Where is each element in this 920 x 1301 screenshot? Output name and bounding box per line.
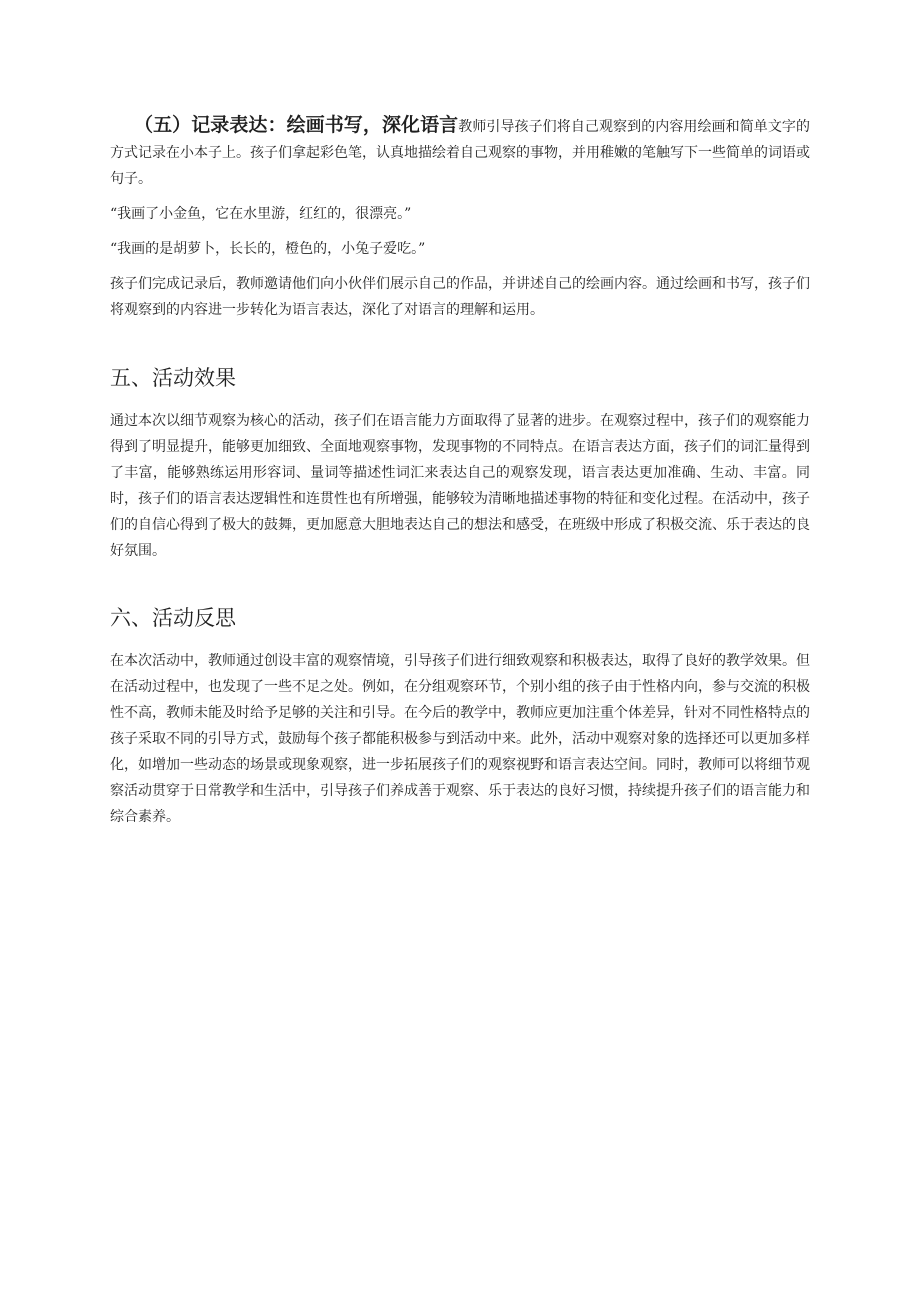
effect-paragraph: 通过本次以细节观察为核心的活动，孩子们在语言能力方面取得了显著的进步。在观察过程中，孩子们的观察能力得到了明显提升，能够更加细致、全面地观察事物，发现事物的不同特点。在语言表达方面，孩子们的词汇量得到了丰富，能够熟练运用形容词、量词等描述性词汇来表达自己的观察发现，语言表达更加准确、生动、丰富。同时，孩子们的语言表达逻辑性和连贯性也有所增强，能够较为清晰地描述事物的特征和变化过程。在活动中，孩子们的自信心得到了极大的鼓舞，更加愿意大胆地表达自己的想法和感受，在班级中形成了积极交流、乐于表达的良好氛围。 bbox=[110, 413, 810, 559]
quote-goldfish: “我画了小金鱼，它在水里游，红红的，很漂亮。” bbox=[110, 206, 412, 222]
recording-closing-paragraph: 孩子们完成记录后，教师邀请他们向小伙伴们展示自己的作品，并讲述自己的绘画内容。通过绘画和书写，孩子们将观察到的内容进一步转化为语言表达，深化了对语言的理解和运用。 bbox=[110, 276, 810, 318]
section-heading-effect: 五、活动效果 bbox=[110, 366, 236, 390]
document-page bbox=[110, 112, 810, 830]
subsection-text: 教师引导孩子们将自己观察到的内容用绘画和简单文字的方式记录在小本子上。孩子们拿起彩色笔，认真地描绘着自己观察的事物，并用稚嫩的笔触写下一些简单的词语或句子。 bbox=[110, 119, 810, 187]
quote-carrot: “我画的是胡萝卜，长长的，橙色的，小兔子爱吃。” bbox=[110, 241, 426, 257]
subsection-heading: （五）记录表达：绘画书写，深化语言 bbox=[134, 114, 459, 136]
reflection-paragraph: 在本次活动中，教师通过创设丰富的观察情境，引导孩子们进行细致观察和积极表达，取得了良好的教学效果。但在活动过程中，也发现了一些不足之处。例如，在分组观察环节，个别小组的孩子由于性格内向，参与交流的积极性不高，教师未能及时给予足够的关注和引导。在今后的教学中，教师应更加注重个体差异，针对不同性格特点的孩子采取不同的引导方式，鼓励每个孩子都能积极参与到活动中来。此外，活动中观察对象的选择还可以更加多样化，如增加一些动态的场景或现象观察，进一步拓展孩子们的观察视野和语言表达空间。同时，教师可以将细节观察活动贯穿于日常教学和生活中，引导孩子们养成善于观察、乐于表达的良好习惯，持续提升孩子们的语言能力和综合素养。 bbox=[110, 653, 810, 825]
subsection-recording-paragraph bbox=[110, 112, 810, 192]
section-heading-reflection: 六、活动反思 bbox=[110, 606, 236, 630]
